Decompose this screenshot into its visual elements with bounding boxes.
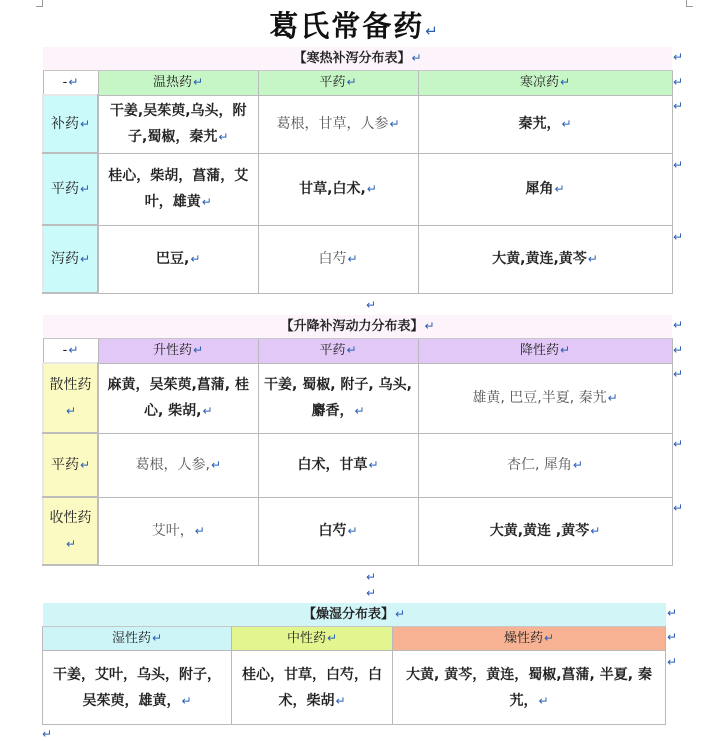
table2-row-header: 平药↵ (43, 433, 98, 497)
table-cell: 桂心，甘草，白芍，白术，柴胡↵ (232, 651, 393, 725)
paragraph-mark-icon: ↵ (673, 318, 684, 332)
table-cell: 杏仁, 犀角↵ (418, 433, 672, 497)
table-cell: 葛根，人参,↵ (98, 433, 258, 497)
paragraph-mark-icon: ↵ (673, 230, 684, 244)
table2-row-header: 收性药↵ (43, 497, 98, 565)
paragraph-mark-icon: ↵ (366, 570, 377, 584)
table1-row-header: 泻药↵ (43, 225, 98, 293)
table-cell: 麻黄，吴茱萸,菖蒲, 桂心, 柴胡,↵ (98, 363, 258, 433)
table-cell: 艾叶，↵ (98, 497, 258, 565)
table2-caption: 【升降补泻动力分布表】↵ (43, 315, 672, 339)
table-cell: 巴豆,↵ (98, 225, 258, 293)
title-text: 葛氏常备药 (269, 9, 425, 43)
paragraph-mark-icon: ↵ (425, 22, 440, 40)
table-cell: 白芍↵ (258, 497, 418, 565)
table2-col-header: 降性药↵ (418, 339, 672, 364)
table1-col-header: 平药↵ (258, 71, 418, 96)
table1-corner-cell: -↵ (43, 71, 98, 96)
paragraph-mark-icon: ↵ (673, 75, 684, 89)
paragraph-mark-icon: ↵ (667, 606, 678, 620)
table-cell: 干姜, 蜀椒, 附子, 乌头, 麝香，↵ (258, 363, 418, 433)
table-cell: 白术，甘草↵ (258, 433, 418, 497)
paragraph-mark-icon: ↵ (667, 655, 678, 669)
table-cell: 大黄,黄连,黄芩↵ (418, 225, 672, 293)
paragraph-mark-icon: ↵ (673, 158, 684, 172)
table3-caption: 【燥湿分布表】↵ (43, 603, 666, 627)
paragraph-mark-icon: ↵ (667, 630, 678, 644)
table3-col-header: 中性药↵ (232, 627, 393, 651)
paragraph-mark-icon: ↵ (673, 99, 684, 113)
table3-col-header: 燥性药↵ (393, 627, 666, 651)
paragraph-mark-icon: ↵ (673, 437, 684, 451)
table-cell: 犀角↵ (418, 153, 672, 225)
table3-col-header: 湿性药↵ (43, 627, 232, 651)
table-cell: 秦艽，↵ (418, 95, 672, 153)
paragraph-mark-icon: ↵ (42, 727, 53, 741)
table-cell: 干姜,吴茱萸,乌头，附子,蜀椒，秦艽↵ (98, 95, 258, 153)
table2-corner-cell: -↵ (43, 339, 98, 364)
table1-row-header: 补药↵ (43, 95, 98, 153)
paragraph-mark-icon: ↵ (673, 50, 684, 64)
table-cell: 干姜，艾叶，乌头，附子，吴茱萸，雄黄，↵ (43, 651, 232, 725)
table1-col-header: 寒凉药↵ (418, 71, 672, 96)
table-cell: 桂心，柴胡，菖蒲，艾叶，雄黄↵ (98, 153, 258, 225)
table-cell: 大黄,黄连 ,黄芩↵ (418, 497, 672, 565)
table1-row-header: 平药↵ (43, 153, 98, 225)
table-cell: 白芍↵ (258, 225, 418, 293)
table2-row-header: 散性药↵ (43, 363, 98, 433)
table2-col-header: 平药↵ (258, 339, 418, 364)
paragraph-mark-icon: ↵ (673, 367, 684, 381)
dry-damp-table (42, 603, 666, 725)
table-cell: 大黄, 黄芩，黄连，蜀椒,菖蒲, 半夏, 秦艽，↵ (393, 651, 666, 725)
table-cell: 雄黄, 巴豆,半夏, 秦艽↵ (418, 363, 672, 433)
table-cell: 甘草,白术,↵ (258, 153, 418, 225)
cold-heat-tonify-purge-table (42, 47, 673, 294)
paragraph-mark-icon: ↵ (366, 298, 377, 312)
ascend-descend-dynamics-table (42, 315, 673, 566)
table1-col-header: 温热药↵ (98, 71, 258, 96)
paragraph-mark-icon: ↵ (673, 343, 684, 357)
paragraph-mark-icon: ↵ (366, 586, 377, 600)
table2-col-header: 升性药↵ (98, 339, 258, 364)
document-title (0, 4, 709, 45)
paragraph-mark-icon: ↵ (673, 501, 684, 515)
table-cell: 葛根，甘草，人参↵ (258, 95, 418, 153)
table1-caption: 【寒热补泻分布表】↵ (43, 47, 672, 71)
